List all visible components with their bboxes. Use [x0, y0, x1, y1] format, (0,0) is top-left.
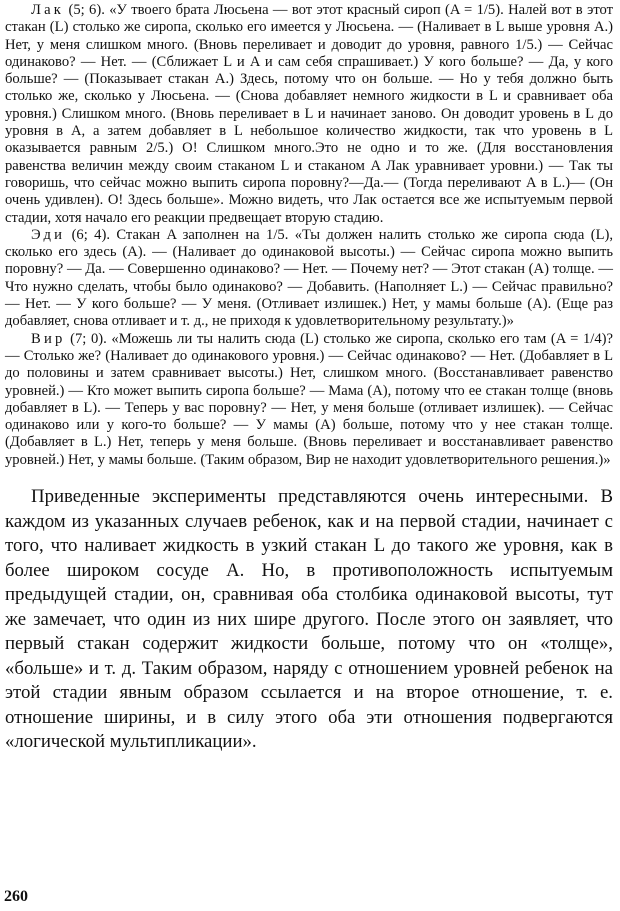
- protocol-text: «У твоего брата Люсьена — вот этот красный сироп (A = 1/5). Налей вот в этот стакан (L) столько же сиропа, сколько его имеется у Люсьена. — (Наливает в L выше уровня A.) Нет, у меня слишком много. (Вновь переливает и доводит до уровня, равного 1/5.) — Сейчас одинаково? — Нет. — (Сближает L и A и сам себя спрашивает.) У кого больше? — Да, у кого больше? — (Показывает стакан A.) Здесь, потому что он больше. — Но у тебя должно быть столько же, сколько у Люсьена. — (Снова добавляет немного жидкости в L и сравнивает оба уровня.) Слишком много. (Вновь переливает в L и начинает заново. Он доводит уровень в L до уровня в A, а затем добавляет в L небольшое количество жидкости, так что уровень в L оказывается равным 2/5.) О! Слишком много.Это не одно и то же. (Для восстановления равенства величин между своим стаканом L и стаканом A Лак уравнивает уровни.) — Так ты говоришь, что сейчас можно выпить сиропа поровну?—Да.— (Тогда переливают A в L.)— (Он очень удивлен). О! Здесь больше». Можно видеть, что Лак остается все же испытуемым первой стадии, хотя начало его реакции предвещает вторую стадию.: [5, 2, 613, 226]
- protocol-text: «Можешь ли ты налить сюда (L) столько же сиропа, сколько его там (A = 1/4)? — Столько же? (Наливает до одинакового уровня.) — Сейчас одинаково? — Нет. (Добавляет в L до половины и затем сравнивает высоты.) Нет, слишком много. (Восстанавливает равенство уровней.) — Кто может выпить сиропа больше? — Мама (A), потому что ее стакан толще (вновь добавляет в L). — Теперь у вас поровну? — Нет, у меня больше (отливает излишек). — Сейчас одинаково или у кого-то больше? — У мамы (A) больше, потому что у нее стакан толще. (Добавляет в L.) Нет, теперь у меня больше. (Вновь переливает и восстанавливает равенство уровней.) Нет, у мамы больше. (Таким образом, Вир не находит удовлетворительного решения.)»: [5, 330, 613, 468]
- main-text-block: [5, 485, 613, 755]
- protocol-vir: [5, 331, 613, 469]
- subject-name: Вир: [31, 330, 66, 347]
- main-paragraph: Приведенные эксперименты представляются очень интересными. В каждом из указанных случаев ребенок, как и на первой стадии, начинает с того, что наливает жидкость в узкий стакан L до такого же уровня, как в более широком сосуде A. Но, в противоположность испытуемым предыдущей стадии, он, сравнивая оба столбика одинаковой высоты, тут же замечает, что один из них шире другого. После этого он заявляет, что первый стакан содержит жидкости больше, потому что он «толще», «больше» и т. д. Таким образом, наряду с отношением уровней ребенок на этой стадии явным образом ссылается и на второе отношение, т. е. отношение ширины, и в силу этого оба эти отношения подвергаются «логической мультипликации».: [5, 486, 613, 753]
- page-number: 260: [4, 888, 28, 905]
- protocol-edi: [5, 227, 613, 331]
- protocol-lak: [5, 2, 613, 227]
- subject-age: (5; 6).: [68, 2, 105, 18]
- protocol-block: [5, 2, 613, 469]
- subject-name: Эди: [31, 226, 66, 243]
- subject-age: (6; 4).: [71, 226, 110, 243]
- protocol-text: Стакан A заполнен на 1/5. «Ты должен налить столько же сиропа сюда (L), сколько его здесь (A). — (Наливает до одинаковой высоты.) — Сейчас сиропа можно выпить поровну? — Да. — Совершенно одинаково? — Нет. — Почему нет? — Этот стакан (A) толще. — Что нужно сделать, чтобы было одинаково? — Добавить. (Наполняет L.) — Сейчас правильно? — Нет. — У кого больше? — У меня. (Отливает излишек.) Нет, у мамы больше (A). (Еще раз добавляет, снова отливает и т. д., не приходя к удовлетворительному результату.)»: [5, 226, 614, 330]
- subject-age: (7; 0).: [70, 330, 107, 347]
- subject-name: Лак: [31, 2, 65, 18]
